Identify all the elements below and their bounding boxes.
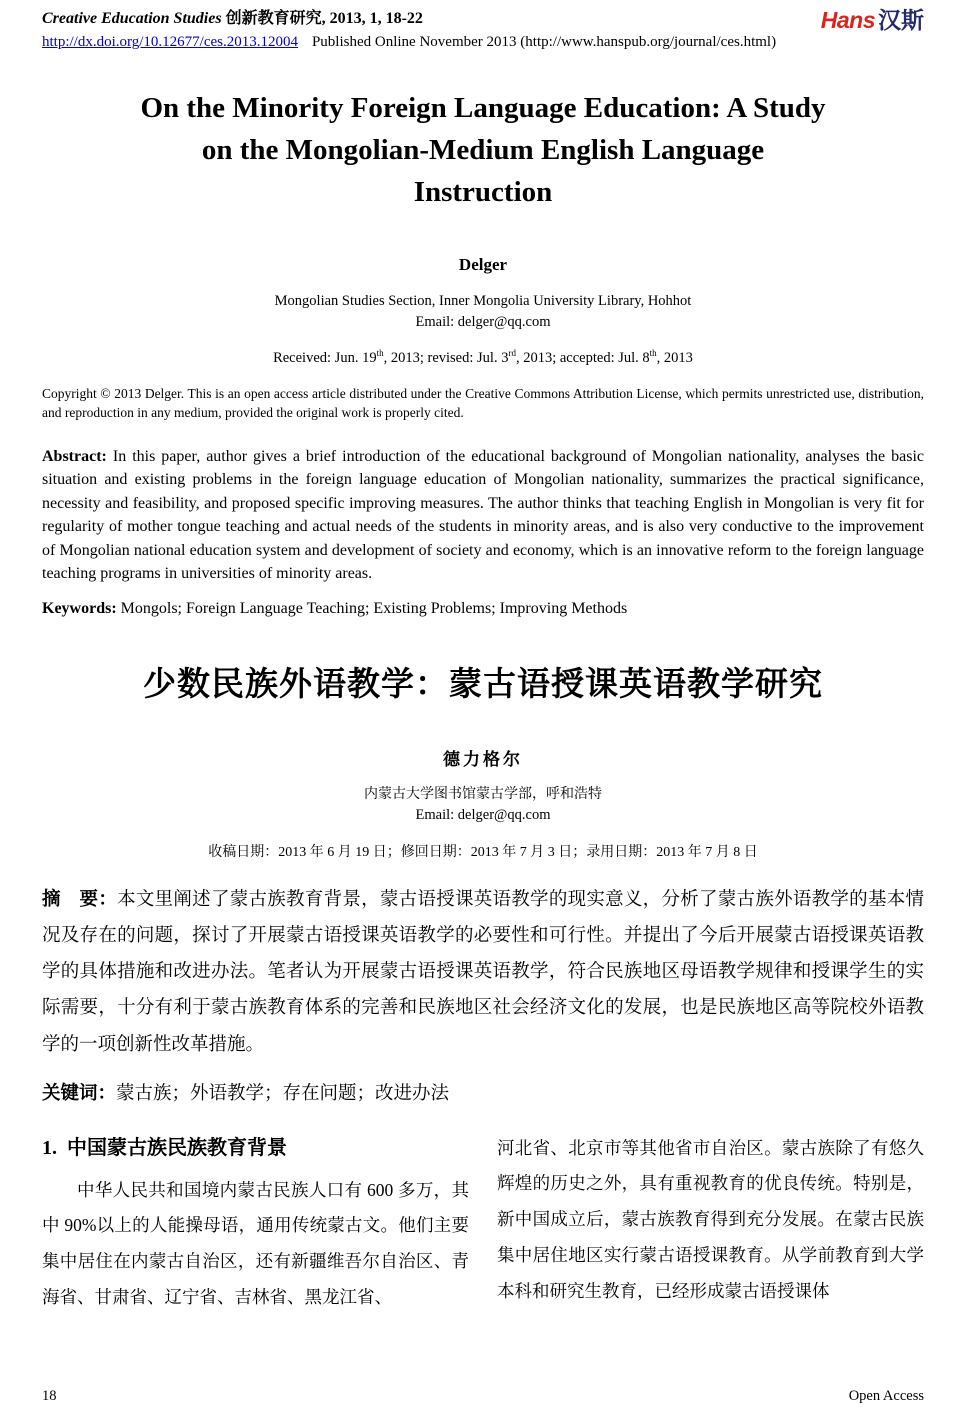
abstract-text-chinese: 本文里阐述了蒙古族教育背景，蒙古语授课英语教学的现实意义，分析了蒙古族外语教学的基本情况及存在的问题，探讨了开展蒙古语授课英语教学的必要性和可行性。并提出了今后开展蒙古语授课英语教学的具体措施和改进办法。笔者认为开展蒙古语授课英语教学，符合民族地区母语教学规律和授课学生的实际需要，十分有利于蒙古族教育体系的完善和民族地区社会经济文化的发展，也是民族地区高等院校外语教学的一项创新性改革措施。: [42, 890, 924, 1055]
author-email-chinese: Email: delger@qq.com: [415, 807, 551, 823]
publication-line: [42, 34, 776, 51]
page-number: 18: [42, 1388, 57, 1404]
accepted-text: , 2013; accepted: Jul. 8: [515, 349, 650, 366]
keywords-english: [42, 600, 924, 618]
year-text: , 2013: [656, 349, 693, 366]
copyright-notice: Copyright © 2013 Delger. This is an open access article distributed under the Creative Commons Attribution License, which permits unrestricted use, distribution, and reproduction in any medium, provided the original work is properly cited.: [42, 385, 924, 420]
article-title-english: [42, 87, 924, 213]
revised-text: , 2013; revised: Jul. 3: [383, 349, 509, 366]
journal-header: [42, 8, 924, 51]
author-name-english: Delger: [458, 254, 508, 274]
keywords-text: Mongols; Foreign Language Teaching; Existing Problems; Improving Methods: [116, 600, 628, 617]
abstract-label-chinese: 摘 要：: [42, 888, 118, 910]
left-column: [42, 1131, 469, 1317]
journal-citation-line: [42, 8, 776, 30]
title-line-3: Instruction: [413, 175, 553, 208]
abstract-label: Abstract:: [42, 447, 107, 465]
title-line-1: On the Minority Foreign Language Education: A Study: [140, 91, 826, 124]
hans-publisher-logo: [821, 8, 924, 33]
section-number: 1.: [42, 1136, 57, 1159]
journal-name-chinese: 创新教育研究: [225, 10, 322, 27]
author-email-english: Email: delger@qq.com: [415, 313, 551, 330]
journal-issue-info: , 2013, 1, 18-22: [321, 10, 423, 27]
doi-link[interactable]: http://dx.doi.org/10.12677/ces.2013.12004: [42, 33, 298, 50]
right-column: [497, 1131, 924, 1317]
ordinal-suffix: th: [376, 347, 384, 358]
section-1-paragraph-left: 中华人民共和国境内蒙古民族人口有 600 多万，其中 90%以上的人能操母语，通用传统蒙古文。他们主要集中居住在内蒙古自治区，还有新疆维吾尔自治区、青海省、甘肃省、辽宁省、吉林省、黑龙江省、: [42, 1179, 469, 1308]
ordinal-suffix: th: [649, 347, 657, 358]
affiliation-chinese: 内蒙古大学图书馆蒙古学部，呼和浩特: [364, 787, 602, 802]
hans-logo-latin: Hans: [820, 7, 875, 33]
keywords-text-chinese: 蒙古族；外语教学；存在问题；改进办法: [116, 1083, 450, 1104]
section-1-heading: [42, 1131, 469, 1160]
received-dates-line: [42, 348, 924, 367]
section-1-paragraph-right: 河北省、北京市等其他省市自治区。蒙古族除了有悠久辉煌的历史之外，具有重视教育的优良传统。特别是，新中国成立后，蒙古族教育得到充分发展。在蒙古民族集中居住地区实行蒙古语授课教育。从学前教育到大学本科和研究生教育，已经形成蒙古语授课体: [497, 1137, 924, 1302]
abstract-text: In this paper, author gives a brief introduction of the educational background of Mongolian nationality, analyses the basic situation and existing problems in the foreign language education of Mongolian nationality, summarizes the practical significance, necessity and feasibility, and proposed specific improving measures. The author thinks that teaching English in Mongolian is very fit for regularity of mother tongue teaching and actual needs of the students in minority areas, and is also very conductive to the improvement of Mongolian national education system and development of society and economy, which is an innovative reform to the foreign language teaching programs in universities of minority areas.: [42, 447, 924, 583]
open-access-label: Open Access: [848, 1388, 924, 1404]
hans-logo-hanzi: 汉斯: [878, 7, 924, 33]
journal-info: [42, 8, 776, 51]
abstract-chinese: [42, 881, 924, 1062]
affiliation-english: Mongolian Studies Section, Inner Mongolia University Library, Hohhot: [274, 292, 692, 309]
keywords-label: Keywords:: [42, 600, 117, 617]
title-line-2: on the Mongolian-Medium English Language: [201, 133, 765, 166]
keywords-chinese: [42, 1079, 924, 1105]
keywords-label-chinese: 关键词：: [42, 1081, 117, 1103]
author-name-chinese: 德力格尔: [443, 750, 523, 769]
received-dates-chinese: 收稿日期：2013 年 6 月 19 日；修回日期：2013 年 7 月 3 日；录用日期：2013 年 7 月 8 日: [208, 845, 758, 861]
received-text: Received: Jun. 19: [273, 349, 377, 366]
abstract-english: [42, 445, 924, 586]
ordinal-suffix: rd: [508, 347, 516, 358]
section-heading-text: 中国蒙古族民族教育背景: [67, 1136, 287, 1159]
section-1-body: [42, 1131, 924, 1317]
journal-name-english: Creative Education Studies: [42, 10, 222, 27]
article-title-chinese: 少数民族外语教学：蒙古语授课英语教学研究: [143, 665, 823, 702]
published-online-text: Published Online November 2013 (http://www.hanspub.org/journal/ces.html): [311, 33, 777, 50]
